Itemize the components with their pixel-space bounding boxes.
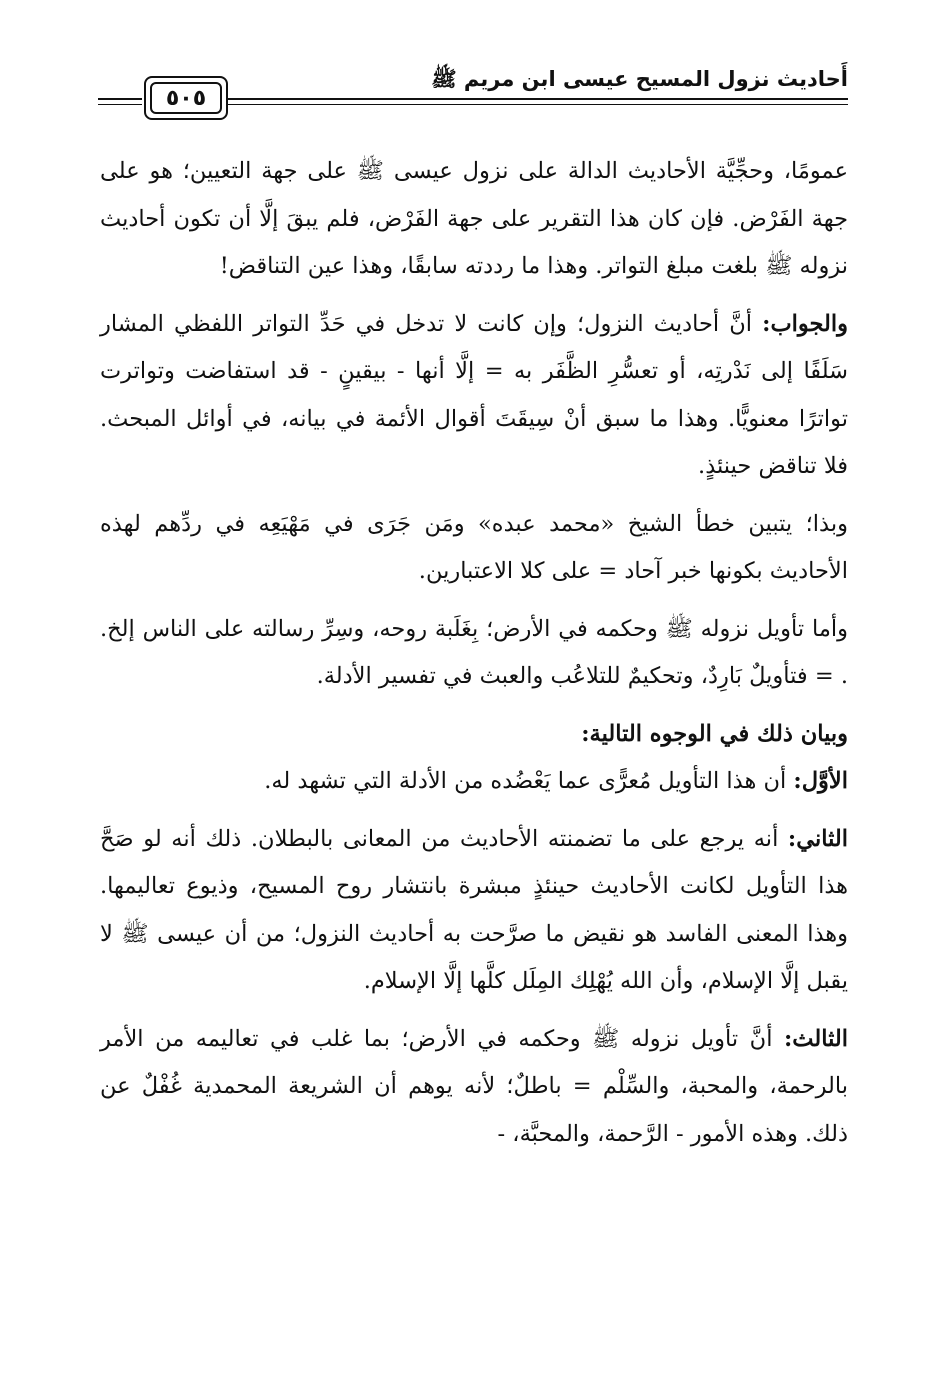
paragraph-text: وبذا؛ يتبين خطأ الشيخ «محمد عبده» ومَن جَرَى في مَهْيَعِه في ردِّهم لهذه الأحاديث بكونها خبر آحاد = على كلا الاعتبارين. — [100, 510, 848, 584]
page-number: ٥٠٥ — [165, 85, 207, 111]
paragraph-answer — [100, 301, 848, 491]
point-second — [100, 816, 848, 1006]
paragraph-text: أن هذا التأويل مُعرًّى عما يَعْضُده من الأدلة التي تشهد له. — [264, 768, 794, 794]
section-heading — [100, 711, 848, 759]
paragraph-lead: الثاني: — [787, 825, 848, 852]
header-double-rule — [226, 98, 848, 105]
point-third — [100, 1016, 848, 1159]
paragraph-interpretation — [100, 606, 848, 701]
paragraph-text: عمومًا، وحجِّيَّة الأحاديث الدالة على نزول عيسى ﷺ على جهة التعيين؛ هو على جهة الفَرْض. فإن كان هذا التقرير على جهة الفَرْض، فلم يبقَ إلَّا أن تكون أحاديث نزوله ﷺ بلغت مبلغ التواتر. وهذا ما رددته سابقًا، وهذا عين التناقض! — [100, 158, 848, 279]
paragraph-text: أنَّ تأويل نزوله ﷺ وحكمه في الأرض؛ بما غلب في تعاليمه من الأمر بالرحمة، والمحبة، والسِّلْم = باطلٌ؛ لأنه يوهم أن الشريعة المحمدية غُفْلٌ عن ذلك. وهذه الأمور - الرَّحمة، والمحبَّة، - — [100, 1025, 848, 1147]
paragraph-text: أنَّ أحاديث النزول؛ وإن كانت لا تدخل في حَدِّ التواتر اللفظي المشار سَلَفًا إلى نَدْرتِه، أو تعسُّرِ الظَّفَر به = إلَّا أنها - بيقينٍ - قد استفاضت وتواترت تواترًا معنويًّا. وهذا ما سبق أنْ سِيقَتَ أقوال الأئمة في بيانه، في أوائل المبحث. فلا تناقض حينئذٍ. — [100, 310, 848, 479]
running-header — [98, 58, 848, 128]
page-body-text — [100, 148, 848, 1158]
paragraph-continuation — [100, 148, 848, 291]
paragraph-conclusion — [100, 501, 848, 596]
paragraph-text: أنه يرجع على ما تضمنته الأحاديث من المعانى بالبطلان. ذلك أنه لو صَحَّ هذا التأويل لكانت الأحاديث حينئذٍ مبشرة بانتشار روح المسيح، وذيوع تعاليمها. وهذا المعنى الفاسد هو نقيض ما صرَّحت به أحاديث النزول؛ من أن عيسى ﷺ لا يقبل إلَّا الإسلام، وأن الله يُهْلِك المِلَل كلَّها إلَّا الإسلام. — [100, 825, 848, 994]
paragraph-lead: الثالث: — [783, 1025, 848, 1052]
paragraph-lead: الأوَّل: — [793, 768, 848, 794]
page-number-frame — [144, 76, 228, 120]
paragraph-text: وأما تأويل نزوله ﷺ وحكمه في الأرض؛ بِغَلَبة روحه، وسِرِّ رسالته على الناس إلخ. . = فتأويلٌ بَارِدٌ، وتحكيمٌ للتلاعُب والعبث في تفسير الأدلة. — [100, 615, 848, 689]
heading-text: وبيان ذلك في الوجوه التالية: — [581, 720, 848, 747]
point-first — [100, 758, 848, 806]
header-double-rule-left — [98, 98, 142, 105]
paragraph-lead: والجواب: — [762, 310, 848, 337]
running-header-title: أَحاديث نزول المسيح عيسى ابن مريم ﷺ — [431, 67, 848, 91]
